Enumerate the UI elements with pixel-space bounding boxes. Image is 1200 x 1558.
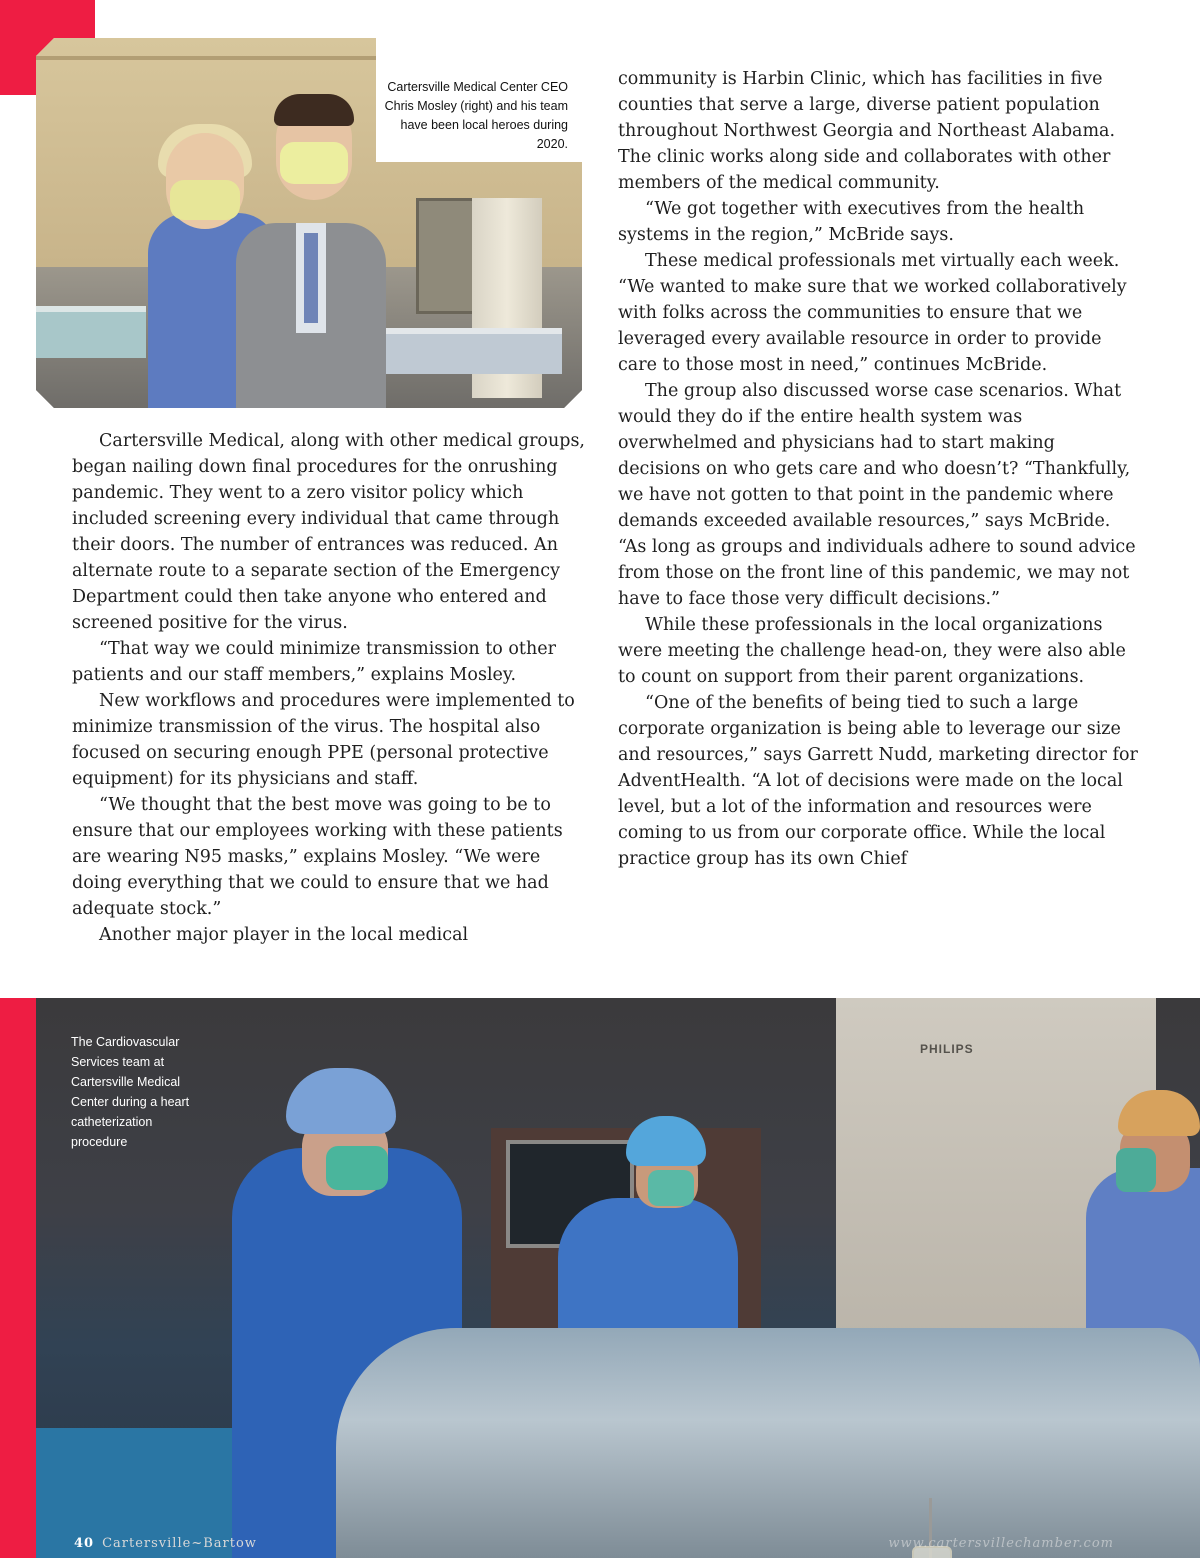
page-number: 40 (74, 1536, 95, 1551)
photo-bed-left (36, 306, 146, 358)
red-side-tab (0, 998, 36, 1558)
paragraph: community is Harbin Clinic, which has facilities in five counties that serve a large, diverse patient population throughout Northwest Georgia and Northeast Alabama. The clinic works along side and collaborates with other members of the medical community. (618, 69, 1116, 193)
paragraph: New workflows and procedures were implemented to minimize transmission of the virus. The hospital also focused on securing enough PPE (personal protective equipment) for its physicians and staff. (72, 691, 575, 789)
paragraph: These medical professionals met virtually each week. “We wanted to make sure that we worked collaboratively with folks across the communities to ensure that we leveraged every available resource in order to provide care to those most in need,” continues McBride. (618, 251, 1127, 375)
paragraph: Cartersville Medical, along with other medical groups, began nailing down final procedures for the onrushing pandemic. They went to a zero visitor policy which included screening every individual that came through their doors. The number of entrances was reduced. An alternate route to a separate section of the Emergency Department could then take anyone who entered and screened positive for the virus. (72, 431, 585, 633)
photo-surgeon-center-mask (648, 1170, 694, 1206)
photo-surgeon-left-cap (286, 1068, 396, 1134)
paragraph: “One of the benefits of being tied to such a large corporate organization is being able to leverage our size and resources,” says Garrett Nudd, marketing director for AdventHealth. “A lot of decisions were made on the local level, but a lot of the information and resources were coming to us from our corporate office. While the local practice group has its own Chief (618, 693, 1138, 869)
photo-bed-right (372, 328, 562, 374)
photo-surgeon-left-mask (326, 1146, 388, 1190)
footer-website: www.cartersvillechamber.com (888, 1536, 1114, 1551)
photo-caption-top-text: Cartersville Medical Center CEO Chris Mosley (right) and his team have been local heroes during 2020. (384, 80, 568, 151)
paragraph: “We got together with executives from the health systems in the region,” McBride says. (618, 199, 1085, 245)
page-footer-left (74, 1536, 257, 1551)
photo-ceo-mask (280, 142, 348, 184)
photo-caption-top (376, 38, 582, 162)
paragraph: “We thought that the best move was going to be to ensure that our employees working with these patients are wearing N95 masks,” explains Mosley. “We were doing everything that we could to ensure that we had adequate stock.” (72, 795, 563, 919)
paragraph: While these professionals in the local organizations were meeting the challenge head-on, they were also able to count on support from their parent organizations. (618, 615, 1126, 687)
photo-surgeon-right-mask (1116, 1148, 1156, 1192)
paragraph: The group also discussed worse case scenarios. What would they do if the entire health system was overwhelmed and physicians had to start making decisions on who gets care and who doesn’t? “Thankfully, we have not gotten to that point in the pandemic where demands exceeded available resources,” says McBride. “As long as groups and individuals adhere to sound advice from those on the front line of this pandemic, we may not have to face those very difficult decisions.” (618, 381, 1136, 609)
photo-ceo-hair (274, 94, 354, 126)
publication-name: Cartersville~Bartow (102, 1536, 257, 1551)
photo-machine-brand: PHILIPS (920, 1042, 974, 1056)
paragraph: Another major player in the local medical (99, 925, 469, 945)
paragraph: “That way we could minimize transmission to other patients and our staff members,” explains Mosley. (72, 639, 556, 685)
article-column-right (618, 66, 1138, 872)
photo-nurse-mask (170, 180, 240, 220)
article-column-left (72, 428, 592, 948)
photo-surgeon-center-cap (626, 1116, 706, 1166)
photo-caption-bottom: The Cardiovascular Services team at Cartersville Medical Center during a heart catheterization procedure (71, 1035, 190, 1149)
photo-plastic-drape (336, 1328, 1200, 1558)
photo-ceo-tie (304, 233, 318, 323)
